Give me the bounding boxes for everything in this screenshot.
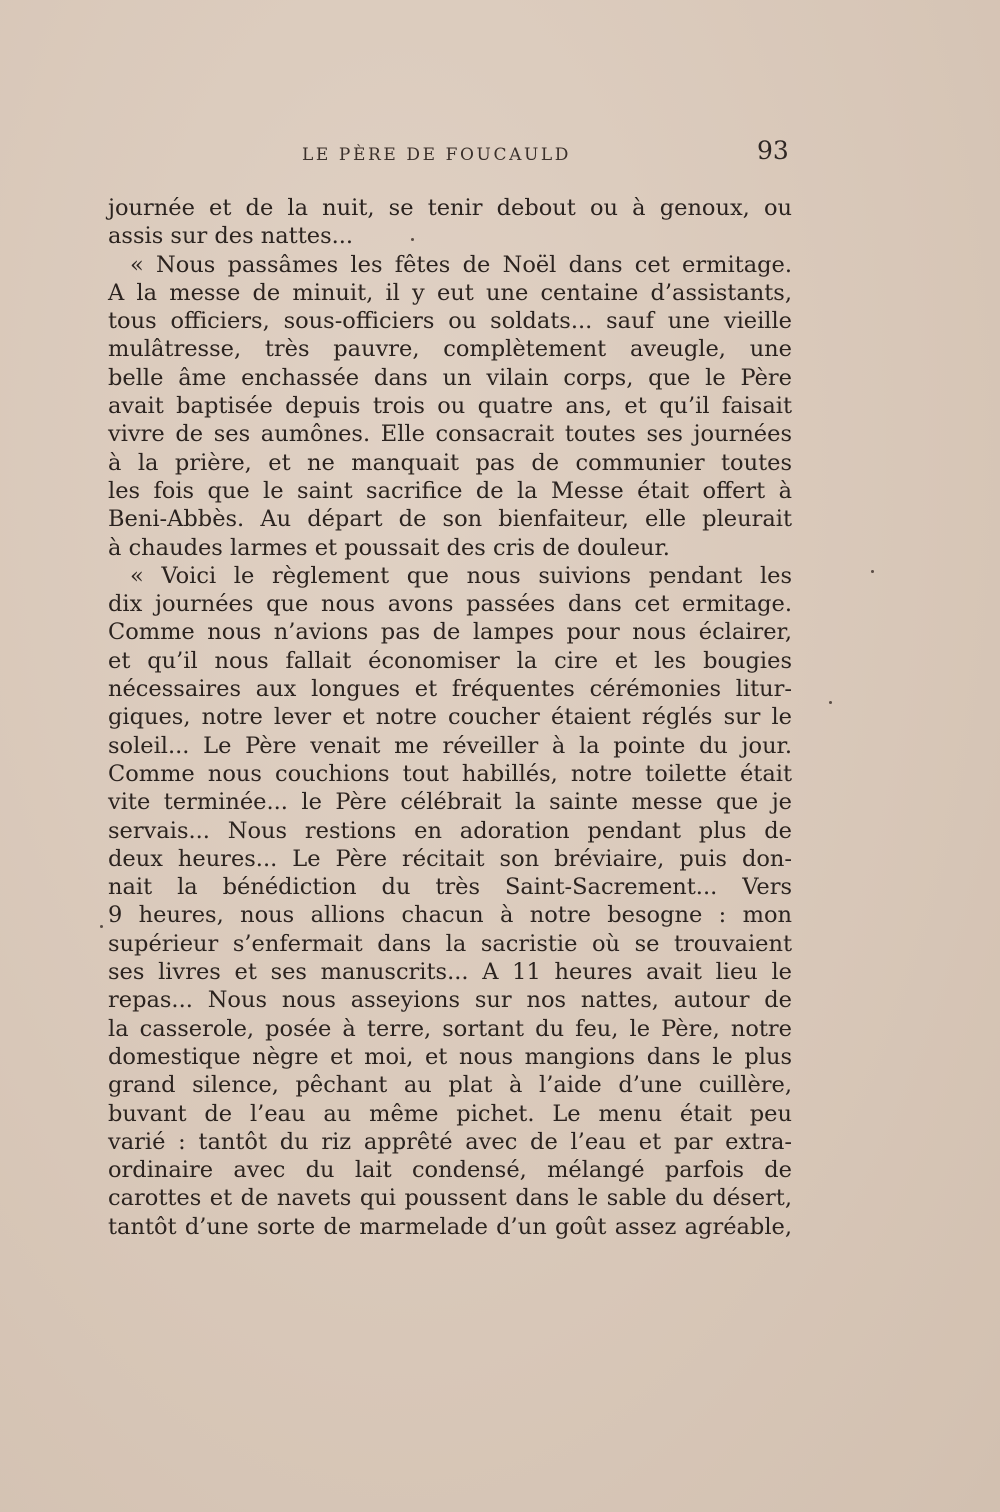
paper-speck xyxy=(829,701,832,704)
text-line: « Voici le règlement que nous suivions pendant les xyxy=(130,562,792,589)
text-line: varié : tantôt du riz apprêté avec de l’eau et par extra- xyxy=(108,1128,792,1155)
text-line: mulâtresse, très pauvre, complètement aveugle, une xyxy=(108,336,792,363)
text-line: giques, notre lever et notre coucher étaient réglés sur le xyxy=(108,704,792,731)
text-line: les fois que le saint sacrifice de la Messe était offert à xyxy=(108,477,792,504)
text-line: Beni-Abbès. Au départ de son bienfaiteur, elle pleurait xyxy=(108,506,792,533)
paper-speck xyxy=(100,925,103,928)
text-line: grand silence, pêchant au plat à l’aide d’une cuillère, xyxy=(108,1072,792,1099)
text-line: ordinaire avec du lait condensé, mélangé parfois de xyxy=(108,1157,792,1184)
text-line: vite terminée... le Père célébrait la sainte messe que je xyxy=(108,789,792,816)
text-line: belle âme enchassée dans un vilain corps, que le Père xyxy=(108,364,792,391)
text-line: vivre de ses aumônes. Elle consacrait toutes ses journées xyxy=(108,421,792,448)
text-line: nait la bénédiction du très Saint-Sacrement... Vers xyxy=(108,874,792,901)
body-text xyxy=(108,194,792,1241)
text-line: supérieur s’enfermait dans la sacristie où se trouvaient xyxy=(108,930,792,957)
text-line: servais... Nous restions en adoration pendant plus de xyxy=(108,817,792,844)
text-line: et qu’il nous fallait économiser la cire et les bougies xyxy=(108,647,792,674)
text-line: nécessaires aux longues et fréquentes cérémonies litur- xyxy=(108,676,792,703)
text-line: ses livres et ses manuscrits... A 11 heures avait lieu le xyxy=(108,959,792,986)
text-line: assis sur des nattes... xyxy=(108,223,354,250)
paper-speck xyxy=(411,238,414,241)
running-title: LE PÈRE DE FOUCAULD xyxy=(302,145,571,165)
text-line: A la messe de minuit, il y eut une centaine d’assistants, xyxy=(108,279,792,306)
paper-speck xyxy=(871,570,874,573)
text-line: dix journées que nous avons passées dans cet ermitage. xyxy=(108,591,792,618)
text-line: tantôt d’une sorte de marmelade d’un goût assez agréable, xyxy=(108,1213,792,1240)
page-number: 93 xyxy=(757,136,789,165)
text-line: Comme nous n’avions pas de lampes pour nous éclairer, xyxy=(108,619,792,646)
text-line: buvant de l’eau au même pichet. Le menu était peu xyxy=(108,1100,792,1127)
text-line: carottes et de navets qui poussent dans le sable du désert, xyxy=(108,1185,792,1212)
text-line: repas... Nous nous asseyions sur nos nattes, autour de xyxy=(108,987,792,1014)
text-line: deux heures... Le Père récitait son bréviaire, puis don- xyxy=(108,845,792,872)
text-line: domestique nègre et moi, et nous mangions dans le plus xyxy=(108,1043,792,1070)
text-line: à la prière, et ne manquait pas de communier toutes xyxy=(108,449,792,476)
text-line: soleil... Le Père venait me réveiller à la pointe du jour. xyxy=(108,732,792,759)
text-line: la casserole, posée à terre, sortant du feu, le Père, notre xyxy=(108,1015,792,1042)
text-line: journée et de la nuit, se tenir debout ou à genoux, ou xyxy=(108,195,792,221)
text-line: avait baptisée depuis trois ou quatre ans, et qu’il faisait xyxy=(108,393,792,420)
text-line: « Nous passâmes les fêtes de Noël dans cet ermitage. xyxy=(130,251,792,278)
text-line: à chaudes larmes et poussait des cris de douleur. xyxy=(108,534,670,561)
text-line: Comme nous couchions tout habillés, notre toilette était xyxy=(108,760,792,787)
text-line: tous officiers, sous-officiers ou soldats... sauf une vieille xyxy=(108,308,792,335)
text-line: 9 heures, nous allions chacun à notre besogne : mon xyxy=(108,902,792,929)
